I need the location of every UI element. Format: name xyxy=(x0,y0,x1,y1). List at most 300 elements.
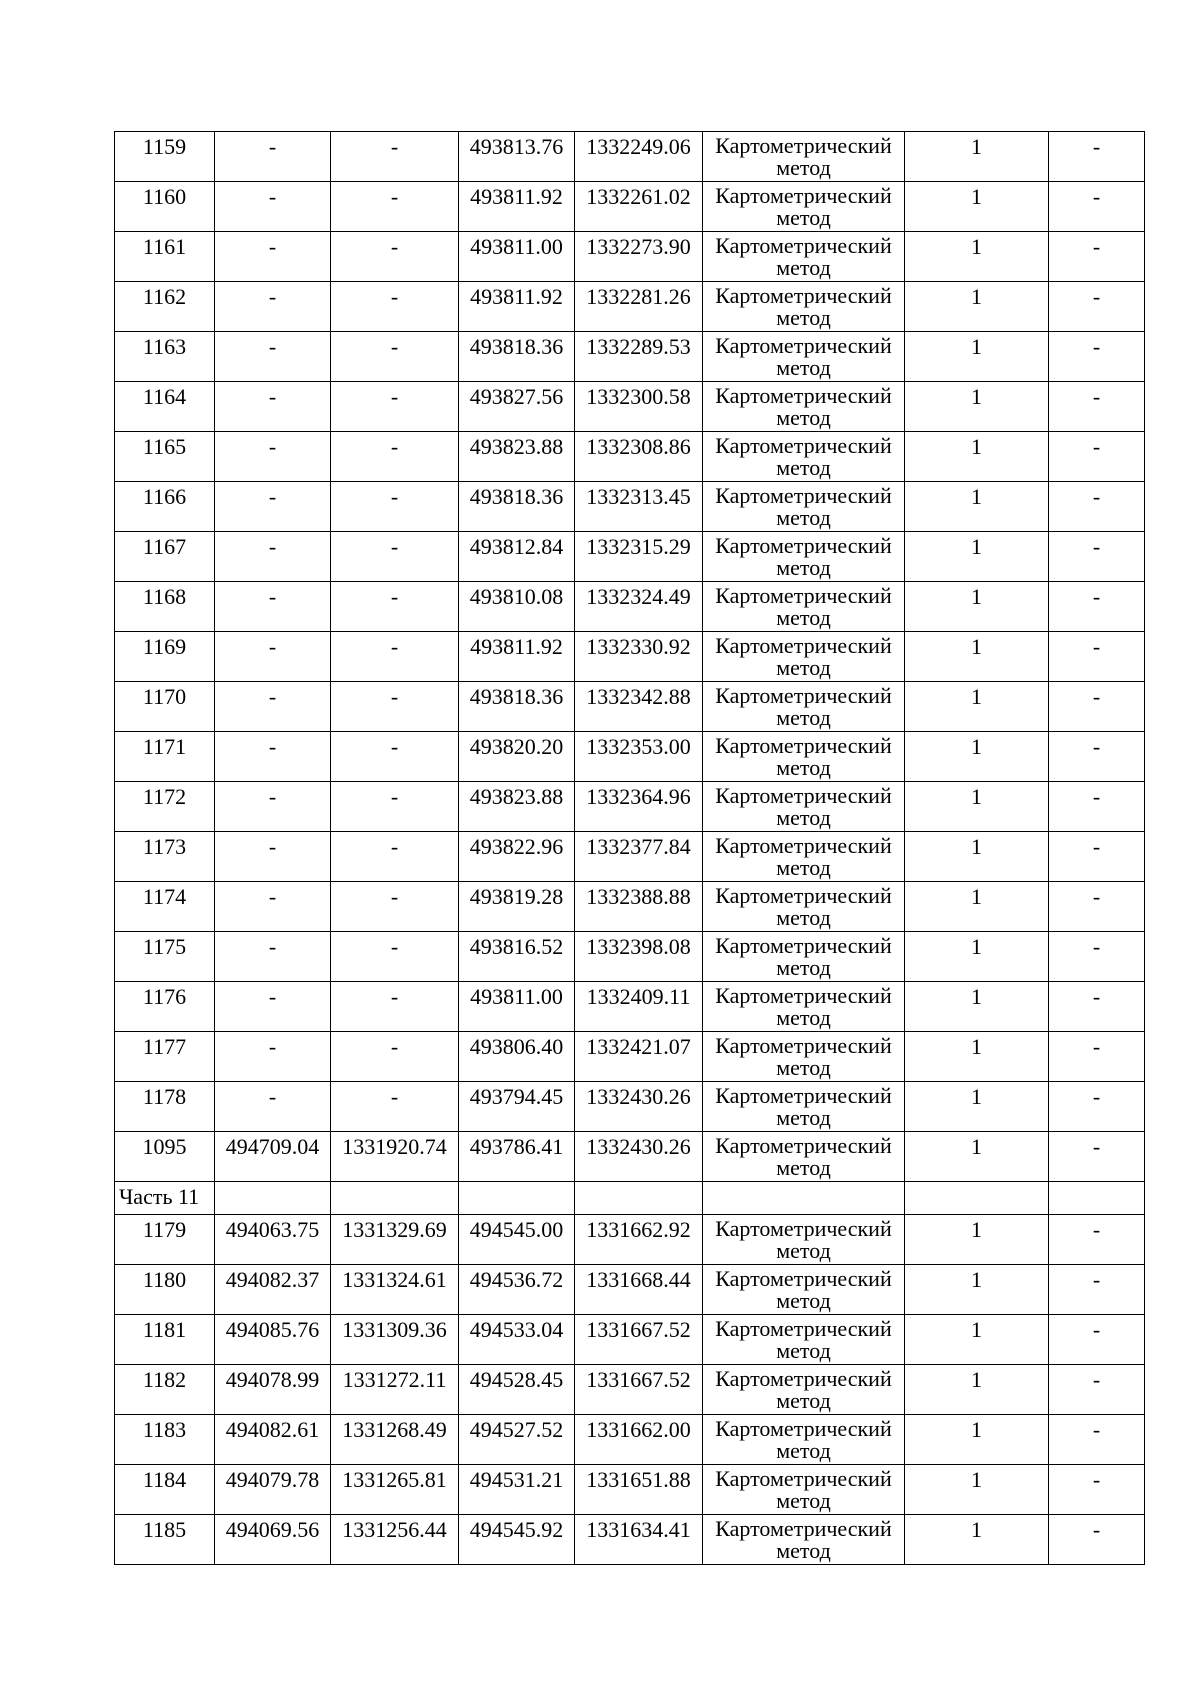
note-cell xyxy=(1049,982,1145,1032)
y-new-cell xyxy=(575,1132,703,1182)
x-new-cell xyxy=(459,582,575,632)
accuracy-cell xyxy=(905,882,1049,932)
point-number-value: 1177 xyxy=(142,1034,187,1059)
method-line-2: метод xyxy=(776,805,831,830)
note-cell xyxy=(1049,432,1145,482)
accuracy-value: 1 xyxy=(971,734,982,759)
method-text xyxy=(703,1365,904,1412)
method-text xyxy=(703,1415,904,1462)
y-existing-cell xyxy=(331,1215,459,1265)
point-number-cell xyxy=(115,1082,215,1132)
table-row xyxy=(115,1032,1145,1082)
note-cell xyxy=(1049,1515,1145,1565)
y-new-value: 1332315.29 xyxy=(586,534,691,559)
note-value: - xyxy=(1092,484,1101,509)
method-line-2: метод xyxy=(776,855,831,880)
accuracy-cell xyxy=(905,1365,1049,1415)
x-existing-cell xyxy=(215,232,331,282)
method-cell xyxy=(703,132,905,182)
accuracy-value: 1 xyxy=(971,1317,982,1342)
table-row xyxy=(115,1265,1145,1315)
method-cell xyxy=(703,482,905,532)
accuracy-value: 1 xyxy=(971,784,982,809)
accuracy-value: 1 xyxy=(971,1267,982,1292)
x-new-value: 493818.36 xyxy=(469,684,564,709)
method-cell xyxy=(703,682,905,732)
note-cell xyxy=(1049,1215,1145,1265)
x-new-value: 493810.08 xyxy=(469,584,564,609)
y-new-cell xyxy=(575,1415,703,1465)
point-number-cell xyxy=(115,232,215,282)
point-number-value: 1184 xyxy=(142,1467,187,1492)
note-value: - xyxy=(1092,1084,1101,1109)
method-cell xyxy=(703,332,905,382)
accuracy-value: 1 xyxy=(971,534,982,559)
accuracy-cell xyxy=(905,482,1049,532)
empty-cell xyxy=(905,1182,1049,1215)
accuracy-cell xyxy=(905,982,1049,1032)
table-row xyxy=(115,932,1145,982)
y-new-cell xyxy=(575,982,703,1032)
method-cell xyxy=(703,1032,905,1082)
x-new-value: 494531.21 xyxy=(469,1467,564,1492)
y-new-cell xyxy=(575,532,703,582)
method-line-2: метод xyxy=(776,255,831,280)
accuracy-cell xyxy=(905,1465,1049,1515)
point-number-value: 1163 xyxy=(142,334,187,359)
method-line-2: метод xyxy=(776,1488,831,1513)
method-line-2: метод xyxy=(776,605,831,630)
method-line-2: метод xyxy=(776,555,831,580)
method-line-1: Картометрический xyxy=(715,133,892,158)
table-row xyxy=(115,282,1145,332)
note-cell xyxy=(1049,1465,1145,1515)
x-new-cell xyxy=(459,1465,575,1515)
method-text xyxy=(703,1315,904,1362)
x-new-cell xyxy=(459,1365,575,1415)
x-existing-value: 494082.61 xyxy=(225,1417,320,1442)
x-existing-cell xyxy=(215,1215,331,1265)
x-new-value: 493822.96 xyxy=(469,834,564,859)
y-new-cell xyxy=(575,432,703,482)
method-line-1: Картометрический xyxy=(715,1216,892,1241)
accuracy-cell xyxy=(905,582,1049,632)
y-new-cell xyxy=(575,282,703,332)
x-existing-value: - xyxy=(268,484,277,509)
x-new-cell xyxy=(459,882,575,932)
y-existing-value: - xyxy=(390,634,399,659)
table-row xyxy=(115,482,1145,532)
method-line-1: Картометрический xyxy=(715,333,892,358)
accuracy-cell xyxy=(905,382,1049,432)
x-existing-cell xyxy=(215,732,331,782)
x-new-value: 493813.76 xyxy=(469,134,564,159)
point-number-cell xyxy=(115,1032,215,1082)
method-cell xyxy=(703,732,905,782)
x-existing-cell xyxy=(215,1032,331,1082)
x-existing-cell xyxy=(215,582,331,632)
accuracy-value: 1 xyxy=(971,334,982,359)
section-title-cell xyxy=(115,1182,215,1215)
table-row xyxy=(115,132,1145,182)
method-cell xyxy=(703,1515,905,1565)
accuracy-cell xyxy=(905,1315,1049,1365)
note-value: - xyxy=(1092,384,1101,409)
method-line-2: метод xyxy=(776,355,831,380)
method-line-2: метод xyxy=(776,455,831,480)
x-existing-value: - xyxy=(268,334,277,359)
method-text xyxy=(703,832,904,879)
table-row xyxy=(115,732,1145,782)
method-text xyxy=(703,982,904,1029)
method-line-2: метод xyxy=(776,1055,831,1080)
method-line-2: метод xyxy=(776,155,831,180)
x-new-cell xyxy=(459,182,575,232)
y-new-value: 1332261.02 xyxy=(586,184,691,209)
x-existing-value: - xyxy=(268,134,277,159)
point-number-value: 1173 xyxy=(142,834,187,859)
x-existing-cell xyxy=(215,482,331,532)
note-value: - xyxy=(1092,584,1101,609)
table-row xyxy=(115,1315,1145,1365)
method-text xyxy=(703,132,904,179)
x-new-value: 494545.92 xyxy=(469,1517,564,1542)
x-existing-cell xyxy=(215,782,331,832)
method-line-2: метод xyxy=(776,1288,831,1313)
table-row xyxy=(115,632,1145,682)
x-new-cell xyxy=(459,1215,575,1265)
x-new-value: 494527.52 xyxy=(469,1417,564,1442)
y-new-value: 1332409.11 xyxy=(586,984,691,1009)
y-existing-cell xyxy=(331,1465,459,1515)
y-existing-value: 1331265.81 xyxy=(342,1467,447,1492)
table-row xyxy=(115,1515,1145,1565)
note-cell xyxy=(1049,732,1145,782)
point-number-cell xyxy=(115,532,215,582)
accuracy-cell xyxy=(905,932,1049,982)
point-number-cell xyxy=(115,1515,215,1565)
accuracy-value: 1 xyxy=(971,234,982,259)
accuracy-value: 1 xyxy=(971,1517,982,1542)
method-line-2: метод xyxy=(776,1155,831,1180)
point-number-value: 1169 xyxy=(142,634,187,659)
x-existing-value: - xyxy=(268,734,277,759)
y-existing-value: 1331324.61 xyxy=(342,1267,447,1292)
y-new-cell xyxy=(575,1465,703,1515)
point-number-value: 1160 xyxy=(142,184,187,209)
method-cell xyxy=(703,282,905,332)
x-new-cell xyxy=(459,682,575,732)
method-line-1: Картометрический xyxy=(715,1416,892,1441)
note-cell xyxy=(1049,882,1145,932)
method-text xyxy=(703,1215,904,1262)
x-new-value: 493811.92 xyxy=(470,184,563,209)
x-new-value: 493806.40 xyxy=(469,1034,564,1059)
y-existing-cell xyxy=(331,682,459,732)
note-value: - xyxy=(1092,534,1101,559)
y-new-value: 1332249.06 xyxy=(586,134,691,159)
accuracy-value: 1 xyxy=(971,684,982,709)
point-number-cell xyxy=(115,582,215,632)
method-text xyxy=(703,582,904,629)
y-existing-cell xyxy=(331,1365,459,1415)
method-line-1: Картометрический xyxy=(715,433,892,458)
x-existing-cell xyxy=(215,1365,331,1415)
table-row xyxy=(115,832,1145,882)
y-existing-cell xyxy=(331,132,459,182)
y-new-cell xyxy=(575,1265,703,1315)
method-line-2: метод xyxy=(776,705,831,730)
point-number-cell xyxy=(115,332,215,382)
x-new-cell xyxy=(459,132,575,182)
coordinates-table xyxy=(114,131,1145,1565)
note-value: - xyxy=(1092,134,1101,159)
note-cell xyxy=(1049,832,1145,882)
y-existing-cell xyxy=(331,232,459,282)
accuracy-value: 1 xyxy=(971,284,982,309)
point-number-value: 1167 xyxy=(142,534,187,559)
accuracy-value: 1 xyxy=(971,884,982,909)
note-value: - xyxy=(1092,1517,1101,1542)
note-value: - xyxy=(1092,784,1101,809)
x-new-cell xyxy=(459,232,575,282)
method-line-1: Картометрический xyxy=(715,833,892,858)
y-new-cell xyxy=(575,182,703,232)
point-number-cell xyxy=(115,1215,215,1265)
y-existing-cell xyxy=(331,582,459,632)
method-cell xyxy=(703,432,905,482)
y-new-cell xyxy=(575,1082,703,1132)
point-number-value: 1179 xyxy=(142,1217,187,1242)
note-cell xyxy=(1049,932,1145,982)
x-new-cell xyxy=(459,1415,575,1465)
point-number-cell xyxy=(115,832,215,882)
x-existing-cell xyxy=(215,182,331,232)
method-line-2: метод xyxy=(776,955,831,980)
accuracy-cell xyxy=(905,282,1049,332)
method-line-1: Картометрический xyxy=(715,733,892,758)
y-new-cell xyxy=(575,1215,703,1265)
y-existing-cell xyxy=(331,532,459,582)
point-number-cell xyxy=(115,882,215,932)
x-existing-cell xyxy=(215,532,331,582)
y-existing-cell xyxy=(331,382,459,432)
method-text xyxy=(703,682,904,729)
point-number-value: 1178 xyxy=(142,1084,187,1109)
x-new-value: 493820.20 xyxy=(469,734,564,759)
note-value: - xyxy=(1092,284,1101,309)
note-value: - xyxy=(1092,334,1101,359)
y-new-value: 1331662.92 xyxy=(586,1217,691,1242)
table-row xyxy=(115,882,1145,932)
y-new-value: 1331667.52 xyxy=(586,1317,691,1342)
method-text xyxy=(703,1132,904,1179)
x-existing-cell xyxy=(215,682,331,732)
x-new-cell xyxy=(459,1315,575,1365)
x-new-cell xyxy=(459,1265,575,1315)
accuracy-cell xyxy=(905,332,1049,382)
point-number-cell xyxy=(115,1415,215,1465)
accuracy-value: 1 xyxy=(971,434,982,459)
point-number-value: 1166 xyxy=(142,484,187,509)
y-new-value: 1331662.00 xyxy=(586,1417,691,1442)
method-line-2: метод xyxy=(776,905,831,930)
x-existing-cell xyxy=(215,932,331,982)
note-value: - xyxy=(1092,934,1101,959)
y-existing-value: - xyxy=(390,834,399,859)
y-new-cell xyxy=(575,932,703,982)
point-number-value: 1161 xyxy=(142,234,187,259)
note-value: - xyxy=(1092,1134,1101,1159)
point-number-cell xyxy=(115,1265,215,1315)
method-cell xyxy=(703,1265,905,1315)
method-text xyxy=(703,1082,904,1129)
method-line-2: метод xyxy=(776,205,831,230)
accuracy-cell xyxy=(905,432,1049,482)
x-existing-value: 494079.78 xyxy=(225,1467,320,1492)
y-new-cell xyxy=(575,132,703,182)
method-cell xyxy=(703,932,905,982)
point-number-value: 1185 xyxy=(142,1517,187,1542)
point-number-cell xyxy=(115,482,215,532)
y-new-value: 1332289.53 xyxy=(586,334,691,359)
x-new-value: 493819.28 xyxy=(469,884,564,909)
point-number-cell xyxy=(115,632,215,682)
empty-cell xyxy=(331,1182,459,1215)
y-new-value: 1332421.07 xyxy=(586,1034,691,1059)
y-new-cell xyxy=(575,732,703,782)
point-number-cell xyxy=(115,432,215,482)
method-line-1: Картометрический xyxy=(715,983,892,1008)
table-row xyxy=(115,582,1145,632)
accuracy-value: 1 xyxy=(971,634,982,659)
note-value: - xyxy=(1092,634,1101,659)
table-body xyxy=(115,132,1145,1565)
method-text xyxy=(703,782,904,829)
x-existing-cell xyxy=(215,332,331,382)
x-existing-cell xyxy=(215,1265,331,1315)
y-existing-value: - xyxy=(390,384,399,409)
method-cell xyxy=(703,1365,905,1415)
x-new-cell xyxy=(459,532,575,582)
point-number-cell xyxy=(115,1465,215,1515)
x-existing-value: 494069.56 xyxy=(225,1517,320,1542)
accuracy-cell xyxy=(905,1132,1049,1182)
method-line-1: Картометрический xyxy=(715,633,892,658)
x-existing-cell xyxy=(215,1515,331,1565)
x-new-value: 494536.72 xyxy=(469,1267,564,1292)
method-line-2: метод xyxy=(776,1388,831,1413)
y-existing-cell xyxy=(331,1265,459,1315)
note-value: - xyxy=(1092,1417,1101,1442)
y-existing-cell xyxy=(331,782,459,832)
y-existing-value: - xyxy=(390,734,399,759)
method-line-1: Картометрический xyxy=(715,233,892,258)
empty-cell xyxy=(215,1182,331,1215)
x-new-cell xyxy=(459,1515,575,1565)
x-new-value: 493823.88 xyxy=(469,434,564,459)
x-new-value: 493811.92 xyxy=(470,284,563,309)
method-line-1: Картометрический xyxy=(715,283,892,308)
x-existing-value: - xyxy=(268,984,277,1009)
y-existing-value: - xyxy=(390,334,399,359)
accuracy-cell xyxy=(905,832,1049,882)
method-cell xyxy=(703,832,905,882)
y-new-cell xyxy=(575,1032,703,1082)
method-cell xyxy=(703,1132,905,1182)
method-line-1: Картометрический xyxy=(715,483,892,508)
y-existing-cell xyxy=(331,1515,459,1565)
y-new-cell xyxy=(575,582,703,632)
y-existing-value: - xyxy=(390,534,399,559)
method-text xyxy=(703,1465,904,1512)
x-new-cell xyxy=(459,632,575,682)
x-new-value: 493823.88 xyxy=(469,784,564,809)
y-new-cell xyxy=(575,632,703,682)
method-line-2: метод xyxy=(776,305,831,330)
y-new-value: 1332273.90 xyxy=(586,234,691,259)
accuracy-cell xyxy=(905,1515,1049,1565)
note-cell xyxy=(1049,682,1145,732)
y-existing-value: 1331309.36 xyxy=(342,1317,447,1342)
table-row xyxy=(115,332,1145,382)
y-existing-value: - xyxy=(390,434,399,459)
note-cell xyxy=(1049,132,1145,182)
method-line-2: метод xyxy=(776,1538,831,1563)
point-number-cell xyxy=(115,132,215,182)
y-existing-value: 1331256.44 xyxy=(342,1517,447,1542)
x-new-value: 494533.04 xyxy=(469,1317,564,1342)
method-line-1: Картометрический xyxy=(715,583,892,608)
y-existing-value: - xyxy=(390,284,399,309)
accuracy-cell xyxy=(905,232,1049,282)
note-cell xyxy=(1049,1365,1145,1415)
y-new-cell xyxy=(575,482,703,532)
table-row xyxy=(115,432,1145,482)
x-existing-cell xyxy=(215,982,331,1032)
y-new-value: 1332281.26 xyxy=(586,284,691,309)
y-new-cell xyxy=(575,682,703,732)
x-existing-cell xyxy=(215,1082,331,1132)
note-value: - xyxy=(1092,234,1101,259)
x-new-cell xyxy=(459,432,575,482)
y-existing-value: 1331272.11 xyxy=(342,1367,447,1392)
accuracy-value: 1 xyxy=(971,1417,982,1442)
accuracy-cell xyxy=(905,1415,1049,1465)
method-cell xyxy=(703,182,905,232)
note-value: - xyxy=(1092,1267,1101,1292)
method-line-1: Картометрический xyxy=(715,1083,892,1108)
method-text xyxy=(703,732,904,779)
point-number-value: 1174 xyxy=(142,884,187,909)
note-value: - xyxy=(1092,184,1101,209)
x-existing-value: - xyxy=(268,934,277,959)
x-existing-value: - xyxy=(268,784,277,809)
x-existing-value: - xyxy=(268,234,277,259)
x-new-cell xyxy=(459,1132,575,1182)
y-new-cell xyxy=(575,332,703,382)
y-new-value: 1332364.96 xyxy=(586,784,691,809)
method-line-1: Картометрический xyxy=(715,683,892,708)
y-existing-value: - xyxy=(390,234,399,259)
point-number-cell xyxy=(115,282,215,332)
x-new-value: 493816.52 xyxy=(469,934,564,959)
x-new-value: 493818.36 xyxy=(469,484,564,509)
method-text xyxy=(703,432,904,479)
x-new-value: 493794.45 xyxy=(469,1084,564,1109)
x-existing-cell xyxy=(215,382,331,432)
method-text xyxy=(703,532,904,579)
